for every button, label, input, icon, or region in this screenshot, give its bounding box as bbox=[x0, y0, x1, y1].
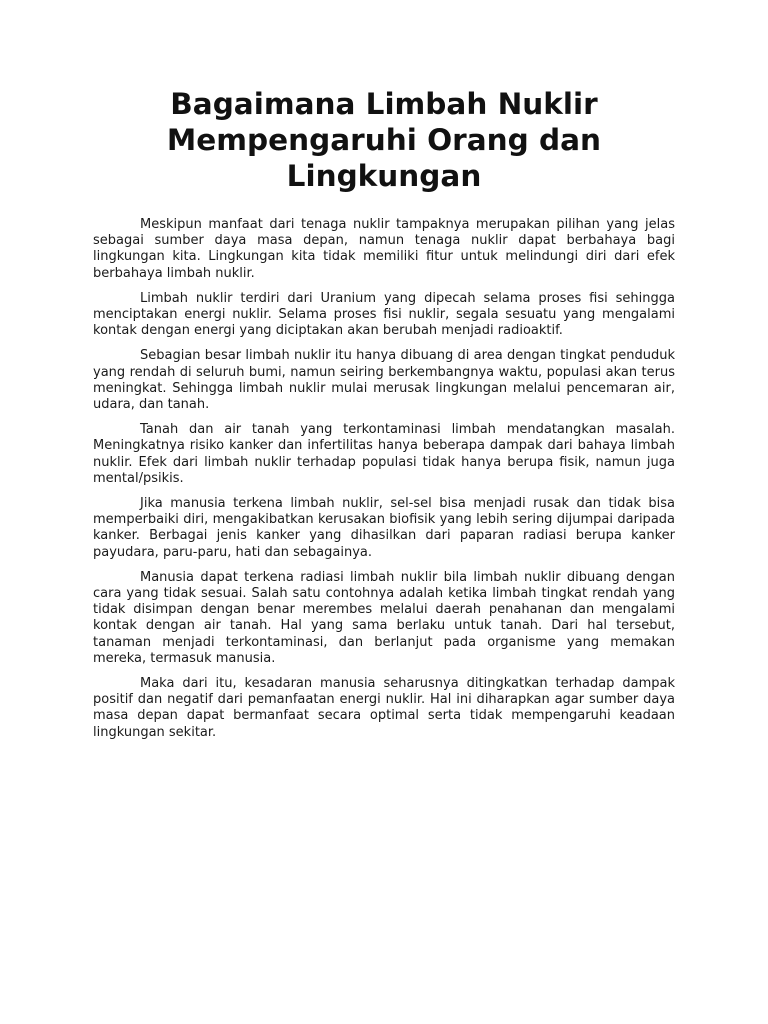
paragraph-1: Meskipun manfaat dari tenaga nuklir tampaknya merupakan pilihan yang jelas sebagai sumber daya masa depan, namun tenaga nuklir dapat berbahaya bagi lingkungan kita. Lingkungan kita tidak memiliki fitur untuk melindungi diri dari efek berbahaya limbah nuklir. bbox=[93, 217, 675, 281]
paragraph-7: Maka dari itu, kesadaran manusia seharusnya ditingkatkan terhadap dampak positif dan negatif dari pemanfaatan energi nuklir. Hal ini diharapkan agar sumber daya masa depan dapat bermanfaat secara optimal serta tidak mempengaruhi keadaan lingkungan sekitar. bbox=[93, 676, 675, 740]
document-title: Bagaimana Limbah Nuklir Mempengaruhi Orang dan Lingkungan bbox=[166, 87, 602, 193]
paragraph-6: Manusia dapat terkena radiasi limbah nuklir bila limbah nuklir dibuang dengan cara yang tidak sesuai. Salah satu contohnya adalah ketika limbah tingkat rendah yang tidak disimpan dengan benar merembes melalui daerah penahanan dan mengalami kontak dengan air tanah. Hal yang sama berlaku untuk tanah. Dari hal tersebut, tanaman menjadi terkontaminasi, dan berlanjut pada organisme yang memakan mereka, termasuk manusia. bbox=[93, 569, 675, 666]
paragraph-5: Jika manusia terkena limbah nuklir, sel-sel bisa menjadi rusak dan tidak bisa memperbaiki diri, mengakibatkan kerusakan biofisik yang lebih sering dijumpai daripada kanker. Berbagai jenis kanker yang dihasilkan dari paparan radiasi berupa kanker payudara, paru-paru, hati dan sebagainya. bbox=[93, 496, 675, 560]
paragraph-3: Sebagian besar limbah nuklir itu hanya dibuang di area dengan tingkat penduduk yang rendah di seluruh bumi, namun seiring berkembangnya waktu, populasi akan terus meningkat. Sehingga limbah nuklir mulai merusak lingkungan melalui pencemaran air, udara, dan tanah. bbox=[93, 348, 675, 413]
paragraph-2: Limbah nuklir terdiri dari Uranium yang dipecah selama proses fisi sehingga menciptakan energi nuklir. Selama proses fisi nuklir, segala sesuatu yang mengalami kontak dengan energi yang diciptakan akan berubah menjadi radioaktif. bbox=[93, 290, 675, 339]
paragraph-4: Tanah dan air tanah yang terkontaminasi limbah mendatangkan masalah. Meningkatnya risiko kanker dan infertilitas hanya beberapa dampak dari bahaya limbah nuklir. Efek dari limbah nuklir terhadap populasi tidak hanya berupa fisik, namun juga mental/psikis. bbox=[93, 422, 675, 486]
